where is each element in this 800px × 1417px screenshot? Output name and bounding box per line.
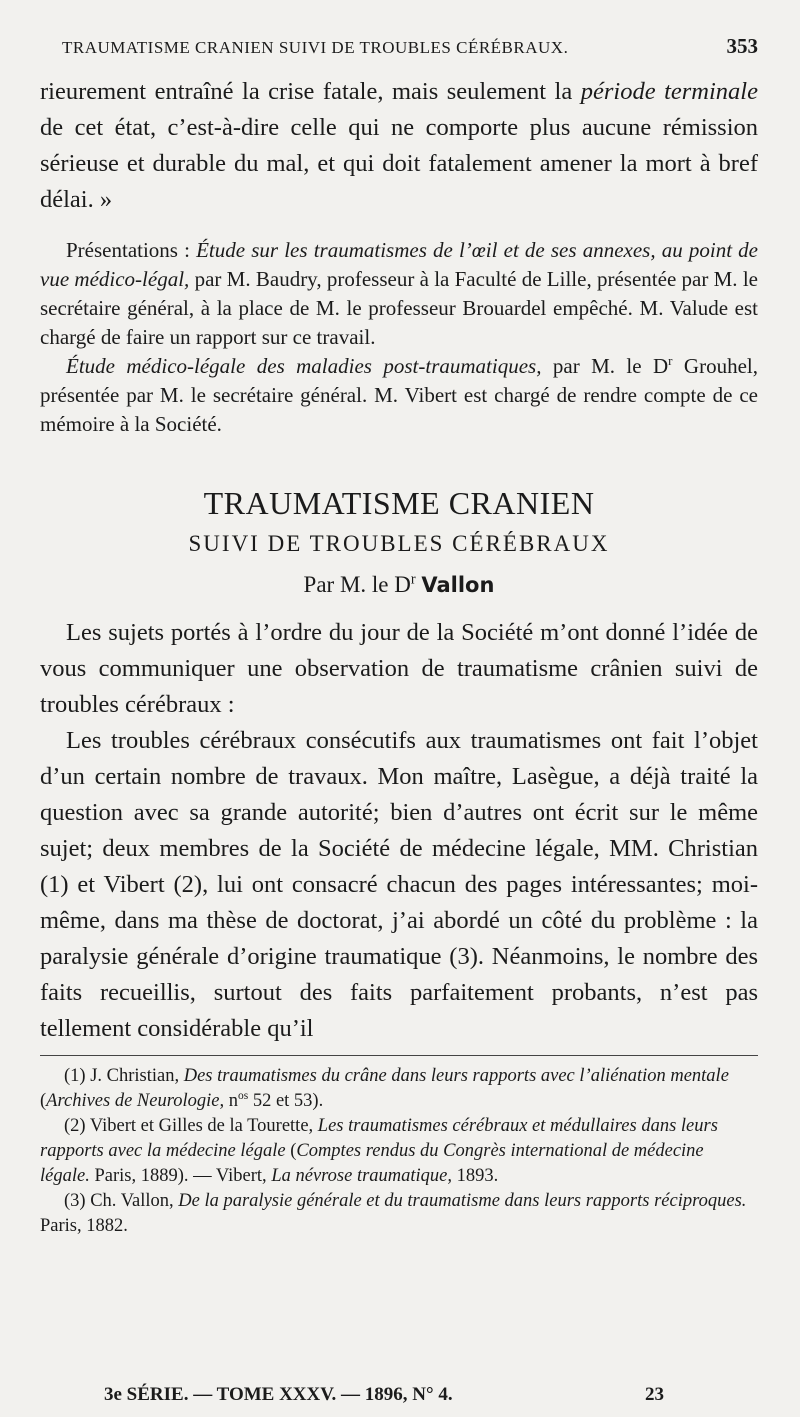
- text-run: (: [40, 1091, 47, 1111]
- footnotes: [40, 1055, 758, 1239]
- text-run: par M. le D: [541, 354, 669, 378]
- page-number: 353: [726, 34, 758, 58]
- text-run: (: [285, 1141, 297, 1161]
- series-line: 3e SÉRIE. — TOME XXXV. — 1896, N° 4.: [104, 1384, 453, 1405]
- italic-run: La névrose traumatique,: [271, 1166, 453, 1186]
- continuation-paragraph: [40, 74, 758, 218]
- italic-run: période terminale: [580, 78, 758, 105]
- text-run: Présentations :: [66, 238, 197, 262]
- italic-run: Les traumatismes cérébraux et médullaires dans leurs rapports avec la médecine légale: [40, 1116, 718, 1161]
- text-run: n: [224, 1091, 238, 1111]
- superscript: r: [410, 571, 416, 588]
- footnote-1: [40, 1064, 758, 1114]
- author-name: Vallon: [421, 573, 495, 597]
- presentation-second-paragraph: [40, 352, 758, 439]
- italic-run: Archives de Neurologie,: [46, 1091, 225, 1111]
- page-footer: [104, 1384, 664, 1406]
- superscript: os: [237, 1089, 249, 1102]
- article-paragraph-2: Les troubles cérébraux consécutifs aux traumatismes ont fait l’objet d’un certain nombre de travaux. Mon maître, Lasègue, a déjà traité la question avec sa grande autorité; bien d’autres ont écrit sur le même sujet; deux membres de la Société de médecine légale, MM. Christian (1) et Vibert (2), lui ont consacré chacun des pages intéressantes; moi-même, dans ma thèse de doctorat, j’ai abordé un côté du problème : la paralysie générale d’origine traumatique (3). Néanmoins, le nombre des faits recueillis, surtout des faits parfaitement probants, n’est pas tellement considérable qu’il: [40, 727, 758, 1042]
- footnote-3: [40, 1189, 758, 1239]
- article-byline: [40, 567, 758, 603]
- italic-run: De la paralysie générale et du traumatisme dans leurs rapports réciproques.: [178, 1191, 747, 1211]
- article-title: TRAUMATISME CRANIEN: [203, 485, 595, 521]
- text-run: 1893.: [452, 1166, 499, 1186]
- running-title: TRAUMATISME CRANIEN SUIVI DE TROUBLES CÉRÉBRAUX.: [62, 38, 569, 57]
- text-run: par M. Baudry, professeur à la Faculté de Lille, présentée par M. le secrétaire général, à la place de M. le professeur Brouardel empêché. M. Valude est chargé de faire un rapport sur ce travail.: [40, 267, 758, 349]
- footnote-2: [40, 1114, 758, 1189]
- text-run: de cet état, c’est-à-dire celle qui ne comporte plus aucune rémission sérieuse et durable du mal, et qui doit fatalement amener la mort à bref délai. »: [40, 114, 758, 213]
- text-run: Grouhel, présentée par M. le secrétaire général. M. Vibert est chargé de rendre compte de ce mémoire à la Société.: [40, 354, 758, 436]
- running-header: [62, 34, 758, 59]
- italic-run: Des traumatismes du crâne dans leurs rapports avec l’aliénation mentale: [183, 1066, 729, 1086]
- italic-run: Comptes rendus du Congrès international de médecine légale.: [40, 1141, 704, 1186]
- superscript: r: [668, 353, 673, 368]
- text-run: 52 et 53).: [248, 1091, 324, 1111]
- page-body: [40, 74, 758, 1239]
- article-subtitle: SUIVI DE TROUBLES CÉRÉBRAUX: [188, 531, 610, 556]
- text-run: rieurement entraîné la crise fatale, mais seulement la: [40, 78, 581, 105]
- text-run: Paris, 1889). — Vibert,: [89, 1166, 272, 1186]
- text-run: (1) J. Christian,: [64, 1066, 184, 1086]
- italic-run: Étude sur les traumatismes de l’œil et de ses annexes, au point de vue médico-légal,: [40, 238, 758, 291]
- byline-prefix: Par M. le D: [303, 572, 411, 597]
- italic-run: Étude médico-légale des maladies post-traumatiques,: [66, 354, 542, 378]
- signature-mark: 23: [645, 1384, 664, 1405]
- text-run: Paris, 1882.: [40, 1216, 128, 1236]
- text-run: (3) Ch. Vallon,: [64, 1191, 179, 1211]
- presentations-paragraph: [40, 236, 758, 352]
- text-run: (2) Vibert et Gilles de la Tourette,: [64, 1116, 318, 1136]
- article-paragraph-1: Les sujets portés à l’ordre du jour de la Société m’ont donné l’idée de vous communiquer une observation de traumatisme crânien suivi de troubles cérébraux :: [40, 619, 758, 718]
